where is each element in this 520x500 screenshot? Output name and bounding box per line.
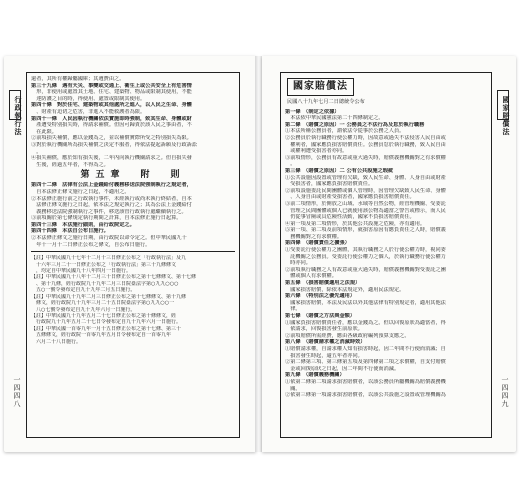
left-page (4, 56, 256, 452)
text-line: 律。 (285, 306, 301, 313)
text-line: 務機關對之有求償權。 (285, 233, 343, 240)
text-line: ②第二條第三項、第三條第五項及第四條第二項之求償權，自支付賠償 (285, 359, 446, 366)
text-line: 託機關之公務員。受委託行使公權力之個人，於執行職務行使公權力 (285, 253, 446, 260)
text-line: ②前項設施委託民間團體或個人管理時，因管理欠缺致人民生命、身體 (285, 187, 446, 194)
text-line: 、人身自由或財產受損害者，國家應負損害賠償責任。 (285, 194, 415, 201)
text-frame (26, 72, 240, 438)
text-line: 產遭受特別損失時，得請求補償。但因可歸責於該人民之事由者，不 (31, 122, 192, 129)
text-line: ①公共設施因設置或管理有欠缺，致人民生命、身體、人身自由或財產 (285, 174, 446, 181)
footnote-line: 【註】中華民國九十九年二月三日修正公布之第十七條條文、第十九條 (31, 293, 187, 300)
footnote-line: 五條條文，經行政院一百零九年五月日令發布定自一百零九年 (31, 332, 172, 339)
article-heading-line: 第八條 （賠償請求權之消滅時效） (285, 339, 366, 346)
text-line: ②公務員於執行職務行使公權力時，因故意或過失不法侵害人民自由或 (285, 134, 446, 141)
text-line: 在此限。 (31, 128, 57, 135)
text-line: 達防護之目的時，得使用、處置或限制其使用。 (31, 95, 146, 102)
text-line: ③對於執行機關所為損失補償之決定不服者，得依法提起訴願及行政訴訟 (31, 141, 198, 148)
article-heading-line: 第四條 （賠償責任之擴張） (285, 240, 350, 247)
text-line: 形，非使用或處置其土地、住宅、建築物、物品或限制其使用，不能 (31, 89, 192, 96)
article-heading-line: 第四十一條 人民因執行機關依法實施即時強制，致其生命、身體或財 (31, 115, 192, 122)
text-line: 受損害者，國家應負損害賠償責任。 (285, 181, 374, 188)
article-heading-line: 第四十二條 法律有公法上金錢給付義務移送法院強制執行之規定者， (31, 182, 192, 189)
text-line: 損害發生時起，逾五年者亦同。 (285, 352, 363, 359)
left-body-text (31, 76, 235, 345)
footnotes (31, 255, 235, 345)
text-line: ⑤第一項、第二項及前項情形，就損害原因有應負責任之人時，賠償義 (285, 227, 446, 234)
right-page (262, 56, 516, 452)
text-line: 義務移送法院強制執行之事件，移送該管行政執行處繼續執行之。 (31, 208, 187, 215)
article-heading-line: 第四十三條 本法施行細則，由行政院定之。 (31, 221, 135, 228)
article-heading-line: 第三條 （賠償之原因）二 公有公共設施之瑕疵 (285, 167, 394, 174)
law-title: 國家賠償法 (287, 78, 354, 96)
article-heading-line: 第三十九條 遇有天災、事變或交通上、衛生上或公共安全上有危害情 (31, 82, 192, 89)
article-heading-line: 第九條 （賠償義務機關） (285, 372, 345, 379)
footnote-line: 五○一號令發布定自九十九年二月五日施行。 (31, 287, 136, 294)
text-line: ①受委託行使公權力之團體，其執行職務之人於行使公權力時，視同委 (285, 247, 446, 254)
footnote-line: 八○七號令發布定自九十九年六月一日施行。 (31, 306, 136, 313)
text-line: 年十一月十二日修正公布之條文，自公布日施行。 (31, 241, 151, 248)
article-heading-line: 第七條 （賠償之方法與金額） (285, 313, 356, 319)
text-line: ②前項賠償所需經費，應由各級政府編列預算支應之。 (285, 332, 410, 339)
text-line: ④第一項及第二項情形，於其他公共設施之危險，亦有適用。 (285, 220, 426, 227)
article-heading-line: 第六條 （特別法之優先適用） (285, 293, 356, 300)
article-heading-line: 第五條 （損害賠償適用之法規） (285, 280, 361, 287)
page-number: 一四四九 (501, 376, 509, 408)
text-line: 國家損害賠償，本法及民法以外其他法律有特別規定者，適用其他法 (285, 299, 446, 306)
text-line: 或權利遭受損害者亦同。 (285, 148, 348, 155)
article-heading-line: 第四十四條 本法自公布日施行。 (31, 228, 109, 235)
footnote-line: 六月二十八日施行。 (31, 338, 82, 345)
article-heading-line: 第二條 （賠償之原因）一 公務員之不法行為及怠於執行職務 (285, 121, 425, 128)
text-line: ①依第二條第二項請求損害賠償者，以該公務員所屬機關為賠償義務機 (285, 378, 446, 385)
text-line: 金或回復原狀之日起，因二年間不行使而消滅。 (285, 365, 400, 372)
side-tab-label: 行政執行法 (14, 96, 23, 136)
text-line: ③前二項情形，於開放之山域、水域等自然公物，經管理機關、受委託 (285, 200, 446, 207)
page-number: 一四四八 (13, 376, 21, 408)
right-body-text (285, 76, 487, 399)
footnote-line: 【註】中華民國九十七年十二月十三日修正公布之「行政執行法」及九 (31, 255, 187, 262)
text-line: 。 (285, 161, 296, 168)
footnote-line: 行政院九十九年五月二十七日令發布定自九十九年六月一日施行。 (31, 319, 182, 326)
text-line: 關。 (285, 385, 301, 392)
article-heading-line: 第四十條 對於住宅、建築物或其他處所之進入，以人民之生命、身體 (31, 102, 192, 109)
article-lines-after (31, 182, 235, 248)
text-line: 還者，其所有權歸屬國庫；其遺費由之。 (31, 76, 125, 82)
text-line: 本法依中華民國憲法第二十四條制定之。 (285, 115, 384, 122)
footnote-line: 【註】中華民國九十八年十二月三十日修正公布之第十七條條文、第十七條 (31, 274, 197, 281)
footnote-line: 條文，經行政院九十九年三月二十五日院臺法字第○九九○○一 (31, 300, 175, 307)
article-heading-line: 第一條 （制定之依據） (285, 108, 340, 115)
text-line: ①本法所稱公務員者，謂依法令從事於公務之人員。 (285, 128, 405, 135)
footnote-line: ，均定自中華民國九十八年四月一日施行。 (31, 268, 132, 275)
text-line: ②依第三條第一項請求損害賠償者，以該公共設施之設置或管理機關為 (285, 392, 446, 399)
footnote-line: 【註】中華民國九十九年五月二十七日修正公布之第十條條文，經 (31, 312, 177, 319)
text-line: 自本法修正條文施行之日起，不適用之。 (31, 188, 130, 195)
text-line: ②本法修正條文之施行日期，由行政院以命令定之。但中華民國九十 (31, 235, 187, 242)
text-line: ③前項關於第七條規定執行期間之計算，自本法修正施行日起算。 (31, 215, 182, 222)
text-line: ①賠償請求權，自請求權人知有損害時起，因二年間不行使而消滅；自 (285, 345, 446, 352)
text-line: ②本法修正施行前之行政執行事件，未經執行或尚未執行終結者，自本 (31, 195, 192, 202)
article-lines (31, 76, 235, 168)
text-frame (280, 72, 492, 438)
text-line: 權利者，國家應負損害賠償責任。公務員怠於執行職務，致人民自由 (285, 141, 446, 148)
text-line: 時亦同。 (285, 260, 311, 267)
text-line: 體或個人有求償權。 (285, 273, 337, 280)
text-line: ②前項損失補償，應以金錢為之，並以補償實際所受之特別損失為限。 (31, 135, 192, 142)
text-line: ④損失補償，應於知有損失後，二年內向執行機關請求之。但自損失發 (31, 155, 192, 162)
footnote-line: 【註】中華民國一百零九年一月十五日修正公布之第十七條、第三十 (31, 325, 182, 332)
text-line: 。 (31, 148, 42, 155)
text-line: 法修正條文施行之日起，依本法之規定執行之；其為公法上金錢給付 (31, 202, 192, 209)
chapter-heading: 第五章 附 則 (80, 170, 186, 181)
text-line: 依請求，回復損害發生前原狀。 (285, 326, 363, 333)
footnote-divider (31, 251, 235, 252)
footnote-line: 十六年三月二十一日修正公布之「行政執行法」第三十九條條文 (31, 261, 177, 268)
text-line: 國家損害賠償，除依本法規定外，適用民法規定。 (285, 286, 405, 293)
promulgation-note: 民國八十九年七月二日總統令公布 (287, 99, 365, 105)
text-line: 仍從事冒險或具危險性活動，國家不負損害賠償責任。 (285, 214, 415, 221)
text-line: ②前項執行職務之人有故意或重大過失時，賠償義務機關對受委託之團 (285, 266, 446, 273)
text-line: ①國家負損害賠償責任者，應以金錢為之。但以回復原狀為適當者，得 (285, 319, 446, 326)
text-line: 生後，經過五年者，不得為之。 (31, 161, 109, 168)
text-line: 管理之民間團體或個人已就使用該公物為適當之警告或標示，而人民 (285, 207, 446, 214)
article-lines (285, 109, 487, 399)
text-line: 、財產有迫切之危害，非進入不能救護者為限。 (31, 108, 146, 115)
side-tab-label: 國家賠償法 (502, 96, 511, 136)
footnote-line: 、第十九條，經行政院九十九年二月三日院臺法字第○九九○○○ (31, 280, 179, 287)
text-line: ③前項情形，公務員有故意或重大過失時，賠償義務機關對之有求償權 (285, 154, 446, 161)
